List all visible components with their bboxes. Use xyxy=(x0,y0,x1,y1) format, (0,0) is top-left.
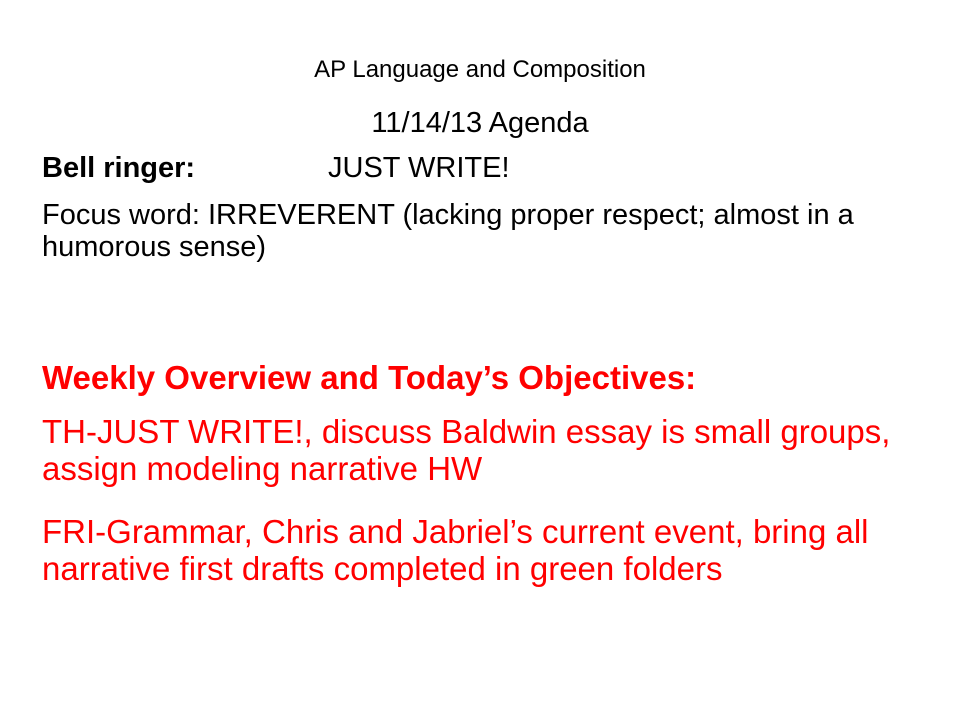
course-title: AP Language and Composition xyxy=(314,56,646,83)
agenda-date: 11/14/13 Agenda xyxy=(371,107,589,139)
objectives-heading: Weekly Overview and Today’s Objectives: xyxy=(42,359,697,396)
focus-word: Focus word: IRREVERENT (lacking proper respect; almost in a humorous sense) xyxy=(42,199,854,263)
bell-ringer-value: JUST WRITE! xyxy=(328,152,510,184)
objective-thursday: TH-JUST WRITE!, discuss Baldwin essay is small groups, assign modeling narrative HW xyxy=(42,413,891,487)
bell-ringer xyxy=(42,152,932,184)
objective-friday: FRI-Grammar, Chris and Jabriel’s current event, bring all narrative first drafts completed in green folders xyxy=(42,513,869,587)
bell-ringer-label: Bell ringer: xyxy=(42,152,196,184)
